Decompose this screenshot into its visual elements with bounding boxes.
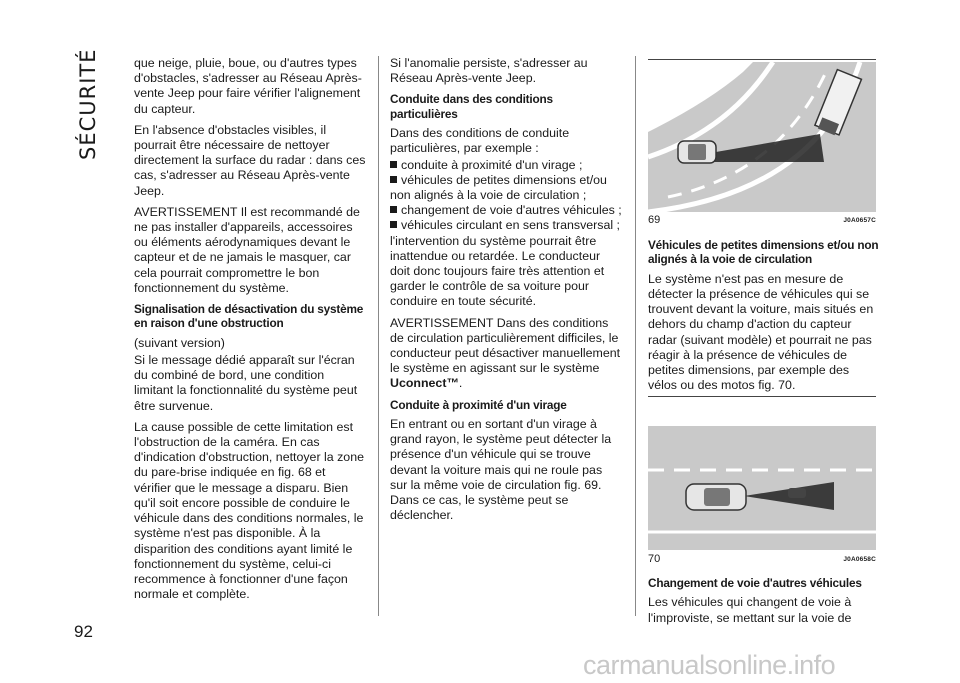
paragraph: Le système n'est pas en mesure de détecter la présence de véhicules qui se trouvent devant la voiture, mais situés en dehors du champ d'action du capteur radar (suivant modèle) et pourrait ne pas réagir à la présence de véhicules de petites dimensions, par exemple des vélos ou des motos fig. 70.	[648, 271, 874, 393]
list-item: véhicules de petites dimensions et/ou non alignés à la voie de circulation ;	[390, 172, 607, 203]
paragraph: La cause possible de cette limitation est l'obstruction de la caméra. En cas d'indication d'obstruction, nettoyer la zone du pare-brise indiquée en fig. 68 et vérifier que le message a disparu. Bien qu'il soit encore possible de conduire le véhicule dans des conditions normales, le système n'est pas disponible. À la disparition des conditions ayant limité le fonctionnement du système, celui-ci recommence à fonctionner d'une façon normale et complète.	[134, 419, 364, 602]
figure-70-caption	[648, 553, 876, 565]
column-divider	[635, 56, 636, 616]
paragraph: Les véhicules qui changent de voie à l'improviste, se mettant sur la voie de	[648, 595, 852, 625]
warning-paragraph: AVERTISSEMENT Dans des conditions de circulation particulièrement difficiles, le conducteur peut désactiver manuellement le système en agissant sur le système Uconnect™.	[390, 315, 621, 391]
paragraph: Si le message dédié apparaît sur l'écran du combiné de bord, une condition limitant la fonctionnalité du système peut être survenue.	[134, 353, 358, 413]
section-heading: Véhicules de petites dimensions et/ou non alignés à la voie de circulation	[648, 238, 879, 267]
bullet-icon	[390, 221, 397, 228]
paragraph: que neige, pluie, boue, ou d'autres types d'obstacles, s'adresser au Réseau Après-vente Jeep pour faire vérifier l'alignement du capteur.	[134, 56, 362, 116]
section-heading: Changement de voie d'autres véhicules	[648, 576, 862, 590]
figure-code: J0A0658C	[843, 556, 876, 563]
column-3	[648, 236, 880, 399]
bullet-icon	[390, 161, 397, 168]
watermark-text: carmanualsonline.info	[583, 650, 836, 680]
paragraph: Si l'anomalie persiste, s'adresser au Réseau Après-vente Jeep.	[390, 56, 588, 86]
paragraph: (suivant version)	[134, 335, 225, 350]
column-2	[390, 56, 622, 530]
list-item: conduite à proximité d'un virage ;	[390, 158, 622, 173]
uconnect-label: Uconnect™	[390, 376, 459, 391]
figure-69-caption	[648, 214, 876, 226]
section-heading: Conduite dans des conditions particulières	[390, 92, 553, 121]
warning-paragraph: AVERTISSEMENT Il est recommandé de ne pas installer d'appareils, accessoires ou éléments aérodynamiques devant le capteur et de ne jamais le masquer, car cela pourrait compromettre le bon fonctionnement du système.	[134, 204, 360, 295]
column-3-bottom	[648, 574, 880, 632]
page-number: 92	[74, 622, 93, 641]
figure-69-curve-illustration	[648, 62, 876, 212]
bullet-list	[390, 158, 622, 234]
list-item: véhicules circulant en sens transversal ;	[390, 218, 622, 233]
paragraph: l'intervention du système pourrait être inattendue ou retardée. Le conducteur doit donc toujours faire très attention et garder le contrôle de sa voiture pour conduire en toute sécurité.	[390, 233, 605, 309]
paragraph: Dans des conditions de conduite particulières, par exemple :	[390, 126, 570, 156]
column-divider	[378, 56, 379, 616]
paragraph: En entrant ou en sortant d'un virage à grand rayon, le système peut détecter la présence d'un véhicule qui se trouve devant la voiture mais qui ne roule pas sur la même voie de circulation fig. 69. Dans ce cas, le système peut se déclencher.	[390, 417, 612, 523]
column-1	[134, 56, 366, 608]
figure-number: 69	[648, 214, 661, 226]
paragraph: En l'absence d'obstacles visibles, il pourrait être nécessaire de nettoyer directement la surface du radar : dans ces cas, s'adresser au Réseau Après-vente Jeep.	[134, 122, 366, 198]
section-title: SÉCURITÉ	[76, 48, 100, 160]
figure-code: J0A0657C	[843, 217, 876, 224]
bullet-icon	[390, 176, 397, 183]
list-item: changement de voie d'autres véhicules ;	[390, 203, 622, 218]
bullet-icon	[390, 206, 397, 213]
section-heading: Signalisation de désactivation du système en raison d'une obstruction	[134, 302, 364, 331]
figure-top-rule	[648, 59, 876, 60]
figure-number: 70	[648, 553, 661, 565]
figure-70-lane-illustration	[648, 426, 876, 550]
section-heading: Conduite à proximité d'un virage	[390, 397, 567, 412]
figure-top-rule	[648, 396, 876, 397]
